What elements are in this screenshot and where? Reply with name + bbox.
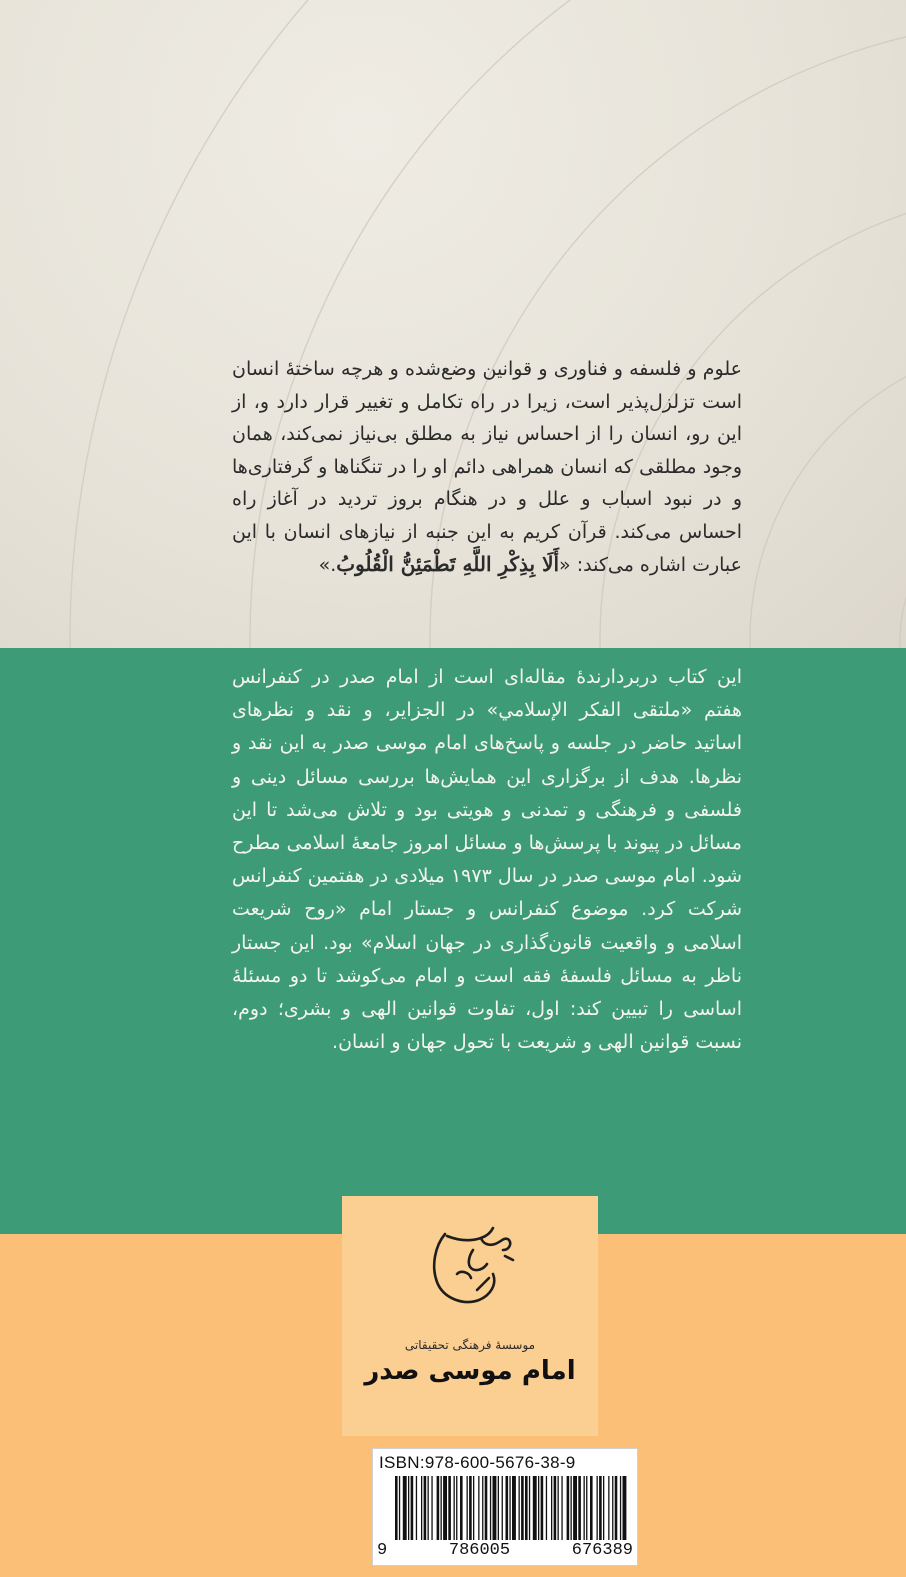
- barcode-bar: [482, 1476, 483, 1540]
- barcode-bar: [538, 1476, 539, 1540]
- barcode-bar: [561, 1476, 562, 1540]
- arc-2: [750, 340, 906, 648]
- publisher-subtitle: موسسهٔ فرهنگی تحقیقاتی: [404, 1338, 536, 1352]
- barcode-bar: [469, 1476, 472, 1540]
- barcode-bar: [509, 1476, 510, 1540]
- intro-paragraph-after-quote: .»: [318, 554, 337, 576]
- barcode-bar: [512, 1476, 516, 1540]
- barcode-bar: [431, 1476, 432, 1540]
- barcode-bar: [478, 1476, 479, 1540]
- barcode-bar: [612, 1476, 613, 1540]
- barcode-bar: [443, 1476, 447, 1540]
- barcode-bar: [525, 1476, 528, 1540]
- barcode-bar: [485, 1476, 488, 1540]
- barcode-bar: [441, 1476, 442, 1540]
- barcode-digit-group-3: 676389: [571, 1541, 633, 1560]
- book-description-block: [232, 661, 742, 1059]
- barcode-bar: [506, 1476, 509, 1540]
- barcode-bar: [529, 1476, 530, 1540]
- barcode-bar: [551, 1476, 552, 1540]
- barcode-bar: [597, 1476, 598, 1540]
- green-panel: [0, 648, 906, 1234]
- barcode-bar: [493, 1476, 497, 1540]
- barcode-bar: [571, 1476, 572, 1540]
- barcode-bar: [541, 1476, 544, 1540]
- intro-paragraph: [232, 353, 742, 582]
- barcode-digit-group-2: 786005: [448, 1541, 511, 1560]
- barcode-digit-group-1: 9: [377, 1541, 388, 1560]
- barcode-bar: [416, 1476, 417, 1540]
- barcode-bar: [424, 1476, 427, 1540]
- signature-logo-icon: [417, 1216, 527, 1316]
- barcode-bar: [456, 1476, 457, 1540]
- barcode-bar: [567, 1476, 570, 1540]
- barcode-bar: [403, 1476, 407, 1540]
- intro-text-block: [232, 353, 742, 582]
- barcode-bar: [533, 1476, 537, 1540]
- top-panel: [0, 0, 906, 648]
- barcode-bar: [521, 1476, 524, 1540]
- barcode-bar: [502, 1476, 503, 1540]
- barcode-bar: [467, 1476, 468, 1540]
- barcode-bar: [573, 1476, 577, 1540]
- barcode-bar: [599, 1476, 602, 1540]
- isbn-label: ISBN:978-600-5676-38-9: [379, 1453, 576, 1472]
- barcode-digits: [377, 1541, 633, 1560]
- barcode-bar: [395, 1476, 398, 1540]
- barcode-bar: [437, 1476, 440, 1540]
- intro-paragraph-before-quote: علوم و فلسفه و فناوری و قوانین وضع‌شده و هرچه ساختهٔ انسان است تزلزل‌پذیر است، زیرا در راه تکامل و تغییر قرار دارد و، از این رو، انسان را از احساس نیاز به مطلق بی‌نیاز نمی‌کند، همان وجود مطلقی که انسان همراهی دائم او را در تنگناها و گرفتاری‌ها و در نبود اسباب و علل و در هنگام بروز تردید در آغاز راه احساس می‌کند. قرآن کریم به این جنبه از نیازهای انسان با این عبارت اشاره می‌کند: «: [232, 358, 742, 576]
- barcode-bar: [603, 1476, 604, 1540]
- barcode-bar: [558, 1476, 559, 1540]
- barcode-bar: [408, 1476, 409, 1540]
- barcode-bar: [586, 1476, 587, 1540]
- publisher-logo-box: [342, 1196, 598, 1436]
- barcode-bar: [590, 1476, 593, 1540]
- barcode-bar: [546, 1476, 547, 1540]
- barcode-bar: [448, 1476, 451, 1540]
- barcode-bar: [498, 1476, 499, 1540]
- barcode-bar: [454, 1476, 455, 1540]
- barcode-bar: [473, 1476, 474, 1540]
- barcode-bar: [411, 1476, 414, 1540]
- barcode-bar: [584, 1476, 585, 1540]
- barcode-bar: [608, 1476, 609, 1540]
- arc-1: [900, 490, 906, 648]
- barcode-bar: [615, 1476, 618, 1540]
- barcode-bar: [554, 1476, 557, 1540]
- publisher-name: امام موسی صدر: [364, 1356, 576, 1386]
- barcode-bar: [421, 1476, 422, 1540]
- isbn-barcode-box: [372, 1448, 638, 1566]
- barcode-bar: [490, 1476, 491, 1540]
- book-description-paragraph: این کتاب دربردارندهٔ مقاله‌ای است از امام صدر در کنفرانس هفتم «ملتقى الفكر الإسلامي» در الجزایر، و نقد و نظرهای اساتید حاضر در جلسه و پاسخ‌های امام موسی صدر به این نقد و نظرها. هدف از برگزاری این همایش‌ها بررسی مسائل دینی و فلسفی و فرهنگی و تمدنی و هویتی بود و تلاش می‌شد تا این مسائل در پیوند با پرسش‌ها و مسائل امروز جامعهٔ اسلامی مطرح شود. امام موسی صدر در سال ۱۹۷۳ میلادی در هفتمین کنفرانس شرکت کرد. موضوع کنفرانس و جستار امام «روح شریعت اسلامی و واقعیت قانون‌گذاری در جهان اسلام» بود. این جستار ناظر به مسائل فلسفهٔ فقه است و امام می‌کوشد تا دو مسئلهٔ اساسی را تبیین کند: اول، تفاوت قوانین الهی و بشری؛ دوم، نسبت قوانین الهی و شریعت با تحول جهان و انسان.: [232, 666, 742, 1054]
- barcode-bar: [623, 1476, 627, 1540]
- barcode-bar: [428, 1476, 429, 1540]
- barcode-bar: [399, 1476, 400, 1540]
- barcode-bar: [578, 1476, 581, 1540]
- quran-quote: أَلَا بِذِكْرِ اللَّهِ تَطْمَئِنُّ الْقُلُوبُ: [336, 552, 560, 576]
- barcode-bar: [460, 1476, 463, 1540]
- barcode-bar: [620, 1476, 621, 1540]
- barcode-bar: [519, 1476, 520, 1540]
- barcode: [395, 1476, 627, 1540]
